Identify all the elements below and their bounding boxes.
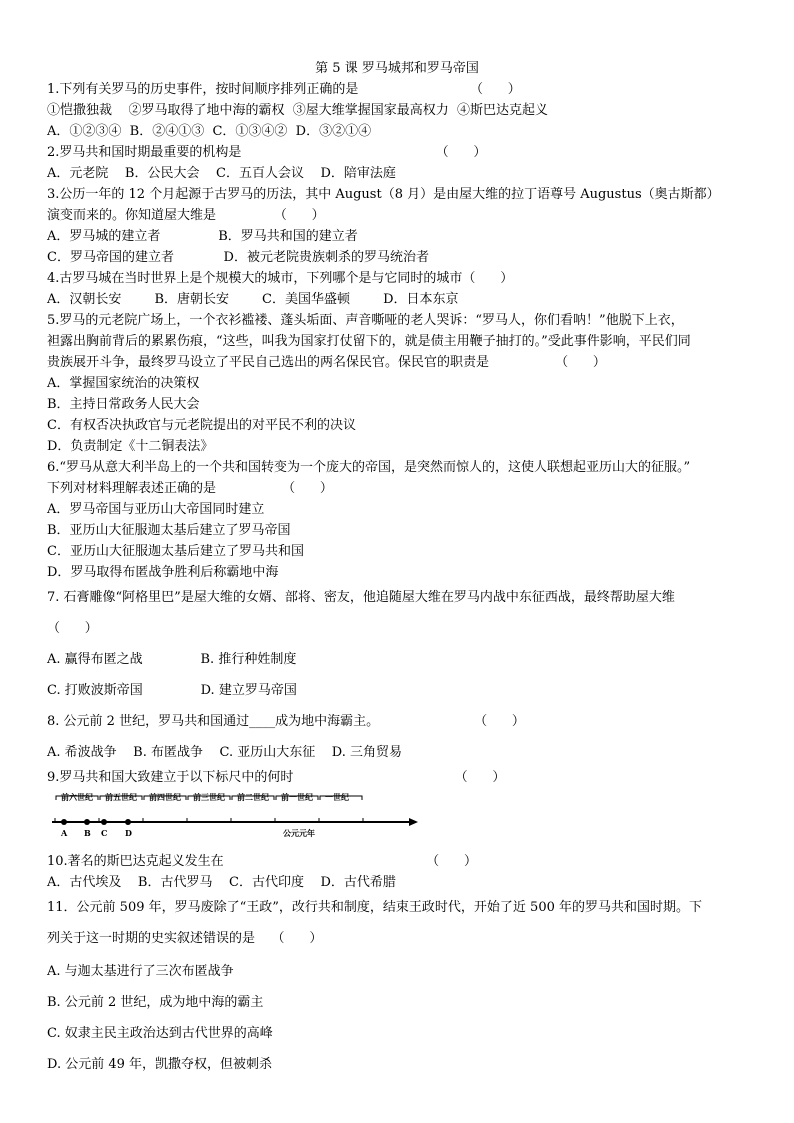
timeline-segment-label: 前三世纪	[193, 792, 225, 802]
timeline-point	[125, 819, 131, 825]
text-line: 3.公历一年的 12 个月起源于古罗马的历法，其中 August（8 月）是由屋大维的拉丁语尊号 Augustus（奥古斯都）	[47, 187, 720, 202]
text-line: A．①②③④ B．②④①③ C．①③④② D．③②①④	[47, 124, 372, 139]
text-line: 贵族展开斗争，最终罗马设立了平民自己选出的两名保民官。保民官的职责是 （ ）	[47, 355, 606, 370]
timeline-segment-label: 前六世纪	[61, 792, 93, 802]
text-line: B．主持日常政务人民大会	[47, 397, 200, 412]
text-line: C. 奴隶主民主政治达到古代世界的高峰	[47, 1026, 273, 1041]
timeline-segment-label: 前五世纪	[105, 792, 137, 802]
text-line: 列关于这一时期的史实叙述错误的是 （ ）	[47, 931, 323, 946]
text-line: D．负责制定《十二铜表法》	[47, 439, 214, 454]
timeline-arrow-icon	[409, 818, 418, 826]
timeline-point-label: B	[84, 828, 91, 838]
text-line: A．汉朝长安 B．唐朝长安 C．美国华盛顿 D．日本东京	[47, 292, 459, 307]
text-line: 1.下列有关罗马的历史事件，按时间顺序排列正确的是 （ ）	[47, 82, 521, 97]
text-line: C．罗马帝国的建立者 D．被元老院贵族刺杀的罗马统治者	[47, 250, 429, 265]
text-line: B．亚历山大征服迦太基后建立了罗马帝国	[47, 523, 291, 538]
text-line: ①恺撒独裁 ②罗马取得了地中海的霸权 ③屋大维掌握国家最高权力 ④斯巴达克起义	[47, 103, 549, 118]
text-line: 9.罗马共和国大致建立于以下标尺中的何时 （ ）	[47, 770, 506, 785]
timeline-ruler	[47, 790, 419, 840]
text-line: A. 赢得布匿之战 B. 推行种姓制度	[47, 652, 297, 667]
text-line: 7. 石膏雕像“阿格里巴”是屋大维的女婿、部将、密友，他追随屋大维在罗马内战中东征西战，最终帮助屋大维	[47, 590, 675, 605]
text-line: D. 公元前 49 年，凯撒夺权，但被刺杀	[47, 1057, 273, 1072]
timeline-point-label: C	[101, 828, 108, 838]
text-line: B. 公元前 2 世纪，成为地中海的霸主	[47, 995, 264, 1010]
timeline-point	[61, 819, 67, 825]
page-title: 第 5 课 罗马城邦和罗马帝国	[315, 61, 479, 76]
text-line: 11．公元前 509 年，罗马废除了“王政”，改行共和制度，结束王政时代，开始了近 500 年的罗马共和国时期。下	[47, 900, 702, 915]
timeline-point	[101, 819, 107, 825]
timeline-point-label: A	[61, 828, 68, 838]
timeline-point	[84, 819, 90, 825]
text-line: 下列对材料理解表述正确的是 （ ）	[47, 481, 333, 496]
text-line: A．掌握国家统治的决策权	[47, 376, 200, 391]
text-line: （ ）	[47, 621, 98, 636]
text-line: 演变而来的。你知道屋大维是 （ ）	[47, 208, 325, 223]
text-line: A. 希波战争 B. 布匿战争 C. 亚历山大东征 D. 三角贸易	[47, 745, 403, 760]
text-line: C．有权否决执政官与元老院提出的对平民不利的决议	[47, 418, 356, 433]
text-line: C. 打败波斯帝国 D. 建立罗马帝国	[47, 683, 297, 698]
text-line: 5.罗马的元老院广场上，一个衣衫褴褛、蓬头垢面、声音嘶哑的老人哭诉：“罗马人，你们看呐！”他脱下上衣，	[47, 313, 684, 328]
timeline-point-label: D	[125, 828, 132, 838]
text-line: 6.“罗马从意大利半岛上的一个共和国转变为一个庞大的帝国，是突然而惊人的，这使人联想起亚历山大的征服。”	[47, 460, 691, 475]
text-line: 10.著名的斯巴达克起义发生在 （ ）	[47, 854, 477, 869]
timeline-era-label: 公元元年	[283, 828, 315, 838]
text-line: A．罗马帝国与亚历山大帝国同时建立	[47, 502, 265, 517]
text-line: 2.罗马共和国时期最重要的机构是 （ ）	[47, 145, 487, 160]
text-line: 8. 公元前 2 世纪，罗马共和国通过____成为地中海霸主。 （ ）	[47, 714, 525, 729]
text-line: A．罗马城的建立者 B．罗马共和国的建立者	[47, 229, 358, 244]
timeline-segment-label: 一世纪	[325, 792, 349, 802]
text-line: 4.古罗马城在当时世界上是个规模大的城市，下列哪个是与它同时的城市（ ）	[47, 271, 514, 286]
text-line: A．元老院 B．公民大会 C．五百人会议 D．陪审法庭	[47, 166, 396, 181]
timeline-segment-label: 前二世纪	[237, 792, 269, 802]
text-line: D．罗马取得布匿战争胜利后称霸地中海	[47, 565, 279, 580]
text-line: A．古代埃及 B．古代罗马 C．古代印度 D．古代希腊	[47, 875, 396, 890]
timeline-segment-label: 前一世纪	[281, 792, 313, 802]
timeline-segment-label: 前四世纪	[149, 792, 181, 802]
text-line: 袒露出胸前背后的累累伤痕，“这些，叫我为国家打仗留下的，就是债主用鞭子抽打的。”受此事件影响，平民们同	[47, 334, 691, 349]
text-line: A. 与迦太基进行了三次布匿战争	[47, 964, 234, 979]
text-line: C．亚历山大征服迦太基后建立了罗马共和国	[47, 544, 304, 559]
